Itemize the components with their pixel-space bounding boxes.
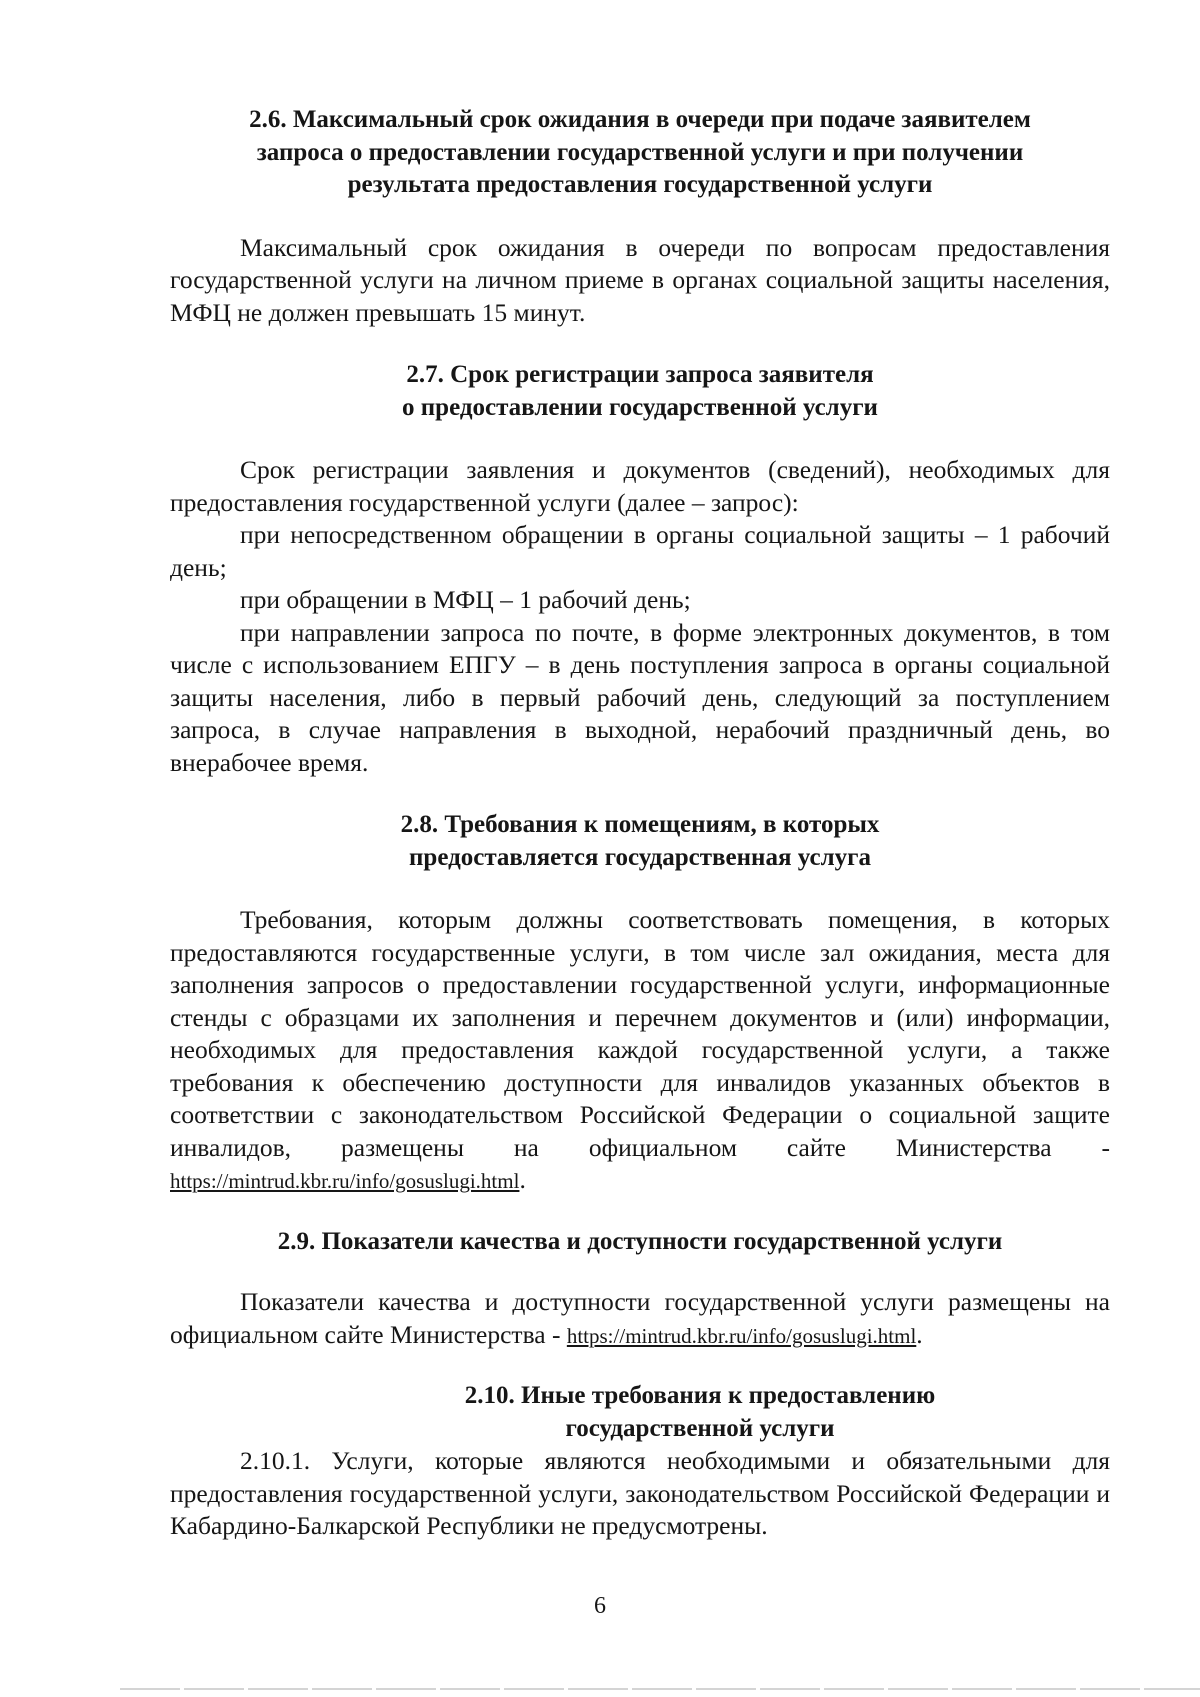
- paragraph-end: .: [916, 1319, 923, 1349]
- heading-line: 2.7. Срок регистрации запроса заявителя: [406, 361, 874, 388]
- section-heading-2-8: [170, 809, 1110, 874]
- paragraph-2-10-1: 2.10.1. Услуги, которые являются необходимыми и обязательными для предоставления государственной услуги, законодательством Российской Федерации и Кабардино-Балкарской Республики не предусмотрены.: [170, 1446, 1110, 1540]
- scan-edge-divider: [120, 1688, 1200, 1690]
- page-number: 6: [594, 1593, 606, 1619]
- heading-line: о предоставлении государственной услуги: [402, 393, 878, 421]
- heading-line: запроса о предоставлении государственной услуги и при получении: [256, 138, 1024, 166]
- heading-line: результата предоставления государственной услуги: [347, 171, 933, 198]
- paragraph-2-6: Максимальный срок ожидания в очереди по вопросам предоставления государственной услуги на личном приеме в органах социальной защиты населения, МФЦ не должен превышать 15 минут.: [170, 232, 1110, 327]
- heading-line: 2.8. Требования к помещениям, в которых: [400, 811, 880, 838]
- paragraph-2-7-mail: при направлении запроса по почте, в форме электронных документов, в том числе с использованием ЕПГУ – в день поступления запроса в органы социальной защиты населения, либо в первый рабочий день, следующий за поступлением запроса, в случае направления в выходной, нерабочий праздничный день, во внерабочее время.: [170, 617, 1110, 777]
- heading-line: 2.6. Максимальный срок ожидания в очереди при подаче заявителем: [249, 106, 1031, 133]
- section-heading-2-10: [170, 1380, 1110, 1445]
- paragraph-2-8: [170, 904, 1110, 1198]
- paragraph-text: Требования, которым должны соответствовать помещения, в которых предоставляются государственные услуги, в том числе зал ожидания, места для заполнения запросов о предоставлении государственной услуги, информационные стенды с образцами их заполнения и перечнем документов и (или) информации, необходимых для предоставления каждой государственной услуги, а также требования к обеспечению доступности для инвалидов указанных объектов в соответствии с законодательством Российской Федерации о социальной защите инвалидов, размещены на официальном сайте Министерства -: [170, 905, 1110, 1162]
- section-heading-2-9: [170, 1226, 1110, 1259]
- paragraph-2-7-intro: Срок регистрации заявления и документов (сведений), необходимых для предоставления государственной услуги (далее – запрос):: [170, 455, 1110, 517]
- heading-line: 2.10. Иные требования к предоставлению: [464, 1382, 936, 1409]
- paragraph-2-7-direct: при непосредственном обращении в органы социальной защиты – 1 рабочий день;: [170, 520, 1110, 582]
- paragraph-end: .: [519, 1165, 526, 1194]
- paragraph-text: Показатели качества и доступности государственной услуги размещены на официальном сайте Министерства -: [170, 1287, 1110, 1349]
- ministry-link[interactable]: https://mintrud.kbr.ru/info/gosuslugi.html: [170, 1169, 520, 1193]
- section-heading-2-6: [170, 104, 1110, 202]
- paragraph-2-9: [170, 1286, 1110, 1352]
- heading-line: предоставляется государственная услуга: [409, 843, 871, 871]
- document-page: [170, 104, 1110, 1543]
- section-heading-2-7: [170, 359, 1110, 424]
- paragraph-2-7-mfc: при обращении в МФЦ – 1 рабочий день;: [240, 585, 691, 614]
- heading-line: государственной услуги: [565, 1414, 835, 1442]
- ministry-link[interactable]: https://mintrud.kbr.ru/info/gosuslugi.html: [566, 1323, 917, 1348]
- heading-line: 2.9. Показатели качества и доступности государственной услуги: [277, 1227, 1003, 1255]
